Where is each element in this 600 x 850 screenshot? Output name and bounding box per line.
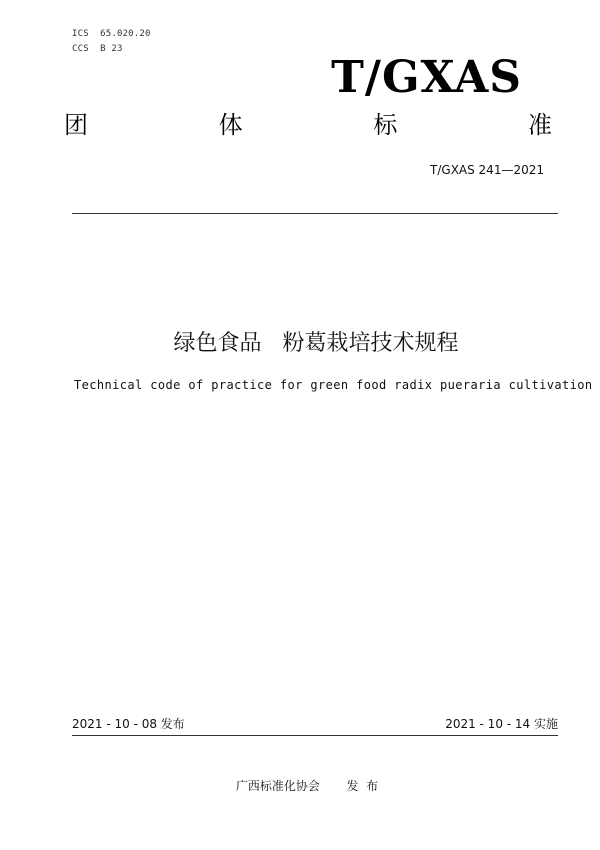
implementation-date: 2021 - 10 - 14 实施	[445, 717, 558, 731]
publisher-line: 广西标准化协会 发 布	[235, 779, 379, 793]
standard-type-char: 标	[373, 111, 398, 139]
standard-type-char: 准	[527, 111, 552, 139]
issue-date: 2021 - 10 - 08 发布	[72, 717, 185, 731]
standard-type-char: 体	[218, 111, 243, 139]
standard-code-logo: T/GXAS	[331, 52, 522, 103]
standard-type-heading	[64, 113, 552, 137]
document-title-chinese: 绿色食品 粉葛栽培技术规程	[173, 331, 459, 356]
standard-type-char: 团	[64, 111, 88, 139]
header-divider	[72, 213, 558, 214]
standard-number: T/GXAS 241—2021	[430, 163, 544, 177]
ccs-code: CCS B 23	[72, 44, 123, 54]
document-title-english: Technical code of practice for green food radix pueraria cultivation	[74, 378, 593, 392]
ics-code: ICS 65.020.20	[72, 29, 151, 39]
footer-divider	[72, 735, 558, 736]
